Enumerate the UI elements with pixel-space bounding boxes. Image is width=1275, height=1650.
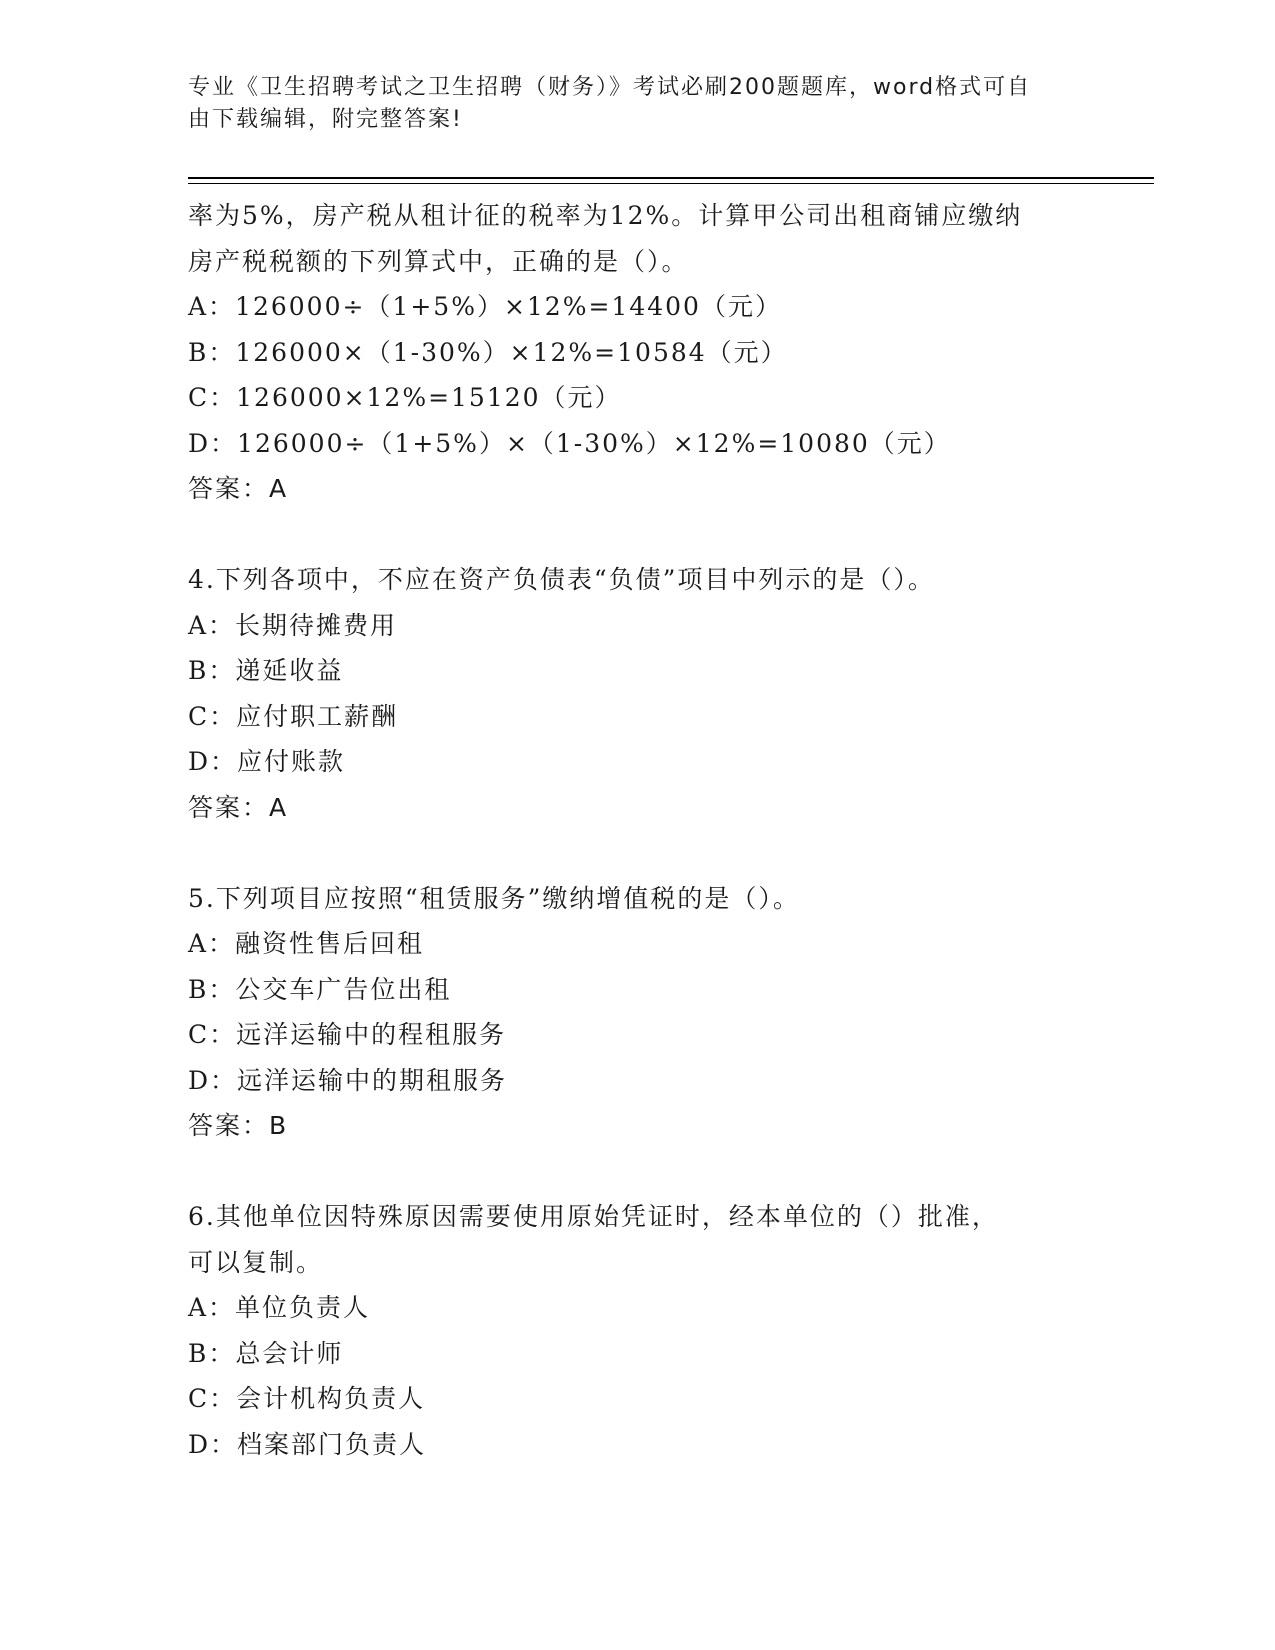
question-4 xyxy=(188,557,1088,830)
spacer xyxy=(188,512,1088,558)
question-stem: 6.其他单位因特殊原因需要使用原始凭证时，经本单位的（）批准， xyxy=(188,1202,999,1231)
answer-line: 答案：B xyxy=(188,1111,289,1140)
answer-line: 答案：A xyxy=(188,474,289,503)
option-d: D：126000÷（1+5%）×（1-30%）×12%=10080（元） xyxy=(188,428,951,458)
option-b: B：126000×（1-30%）×12%=10584（元） xyxy=(188,337,788,367)
question-6 xyxy=(188,1194,1088,1467)
option-d: D：档案部门负责人 xyxy=(188,1429,427,1459)
question-3 xyxy=(188,193,1088,512)
option-c: C：会计机构负责人 xyxy=(188,1384,426,1413)
option-a: A：单位负责人 xyxy=(188,1293,371,1322)
header-line-2: 由下载编辑，附完整答案! xyxy=(188,107,463,132)
header-line-1: 专业《卫生招聘考试之卫生招聘（财务）》考试必刷200题题库，word格式可自 xyxy=(188,75,1032,100)
option-c: C：应付职工薪酬 xyxy=(188,701,399,731)
option-c: C：远洋运输中的程租服务 xyxy=(188,1020,507,1049)
question-stem: 4.下列各项中，不应在资产负债表“负债”项目中列示的是（）。 xyxy=(188,565,935,594)
option-b: B：公交车广告位出租 xyxy=(188,974,452,1004)
option-a: A：融资性售后回租 xyxy=(188,929,425,958)
question-stem: 房产税税额的下列算式中，正确的是（）。 xyxy=(188,246,689,276)
option-d: D：远洋运输中的期租服务 xyxy=(188,1065,508,1095)
spacer xyxy=(188,1149,1088,1195)
spacer xyxy=(188,830,1088,876)
document-header xyxy=(188,72,1068,136)
option-c: C：126000×12%=15120（元） xyxy=(188,383,622,412)
question-stem: 5.下列项目应按照“租赁服务”缴纳增值税的是（）。 xyxy=(188,883,800,913)
option-b: B：总会计师 xyxy=(188,1338,344,1368)
question-5 xyxy=(188,876,1088,1149)
question-list xyxy=(188,193,1088,1467)
answer-line: 答案：A xyxy=(188,792,289,822)
question-stem: 可以复制。 xyxy=(188,1247,324,1277)
header-rule-thick xyxy=(188,177,1154,179)
option-a: A：长期待摊费用 xyxy=(188,610,398,640)
header-rule-thin xyxy=(188,183,1154,184)
option-d: D：应付账款 xyxy=(188,747,346,776)
option-a: A：126000÷（1+5%）×12%=14400（元） xyxy=(188,292,782,321)
question-stem: 率为5%，房产税从租计征的税率为12%。计算甲公司出租商铺应缴纳 xyxy=(188,201,1023,230)
option-b: B：递延收益 xyxy=(188,656,344,685)
